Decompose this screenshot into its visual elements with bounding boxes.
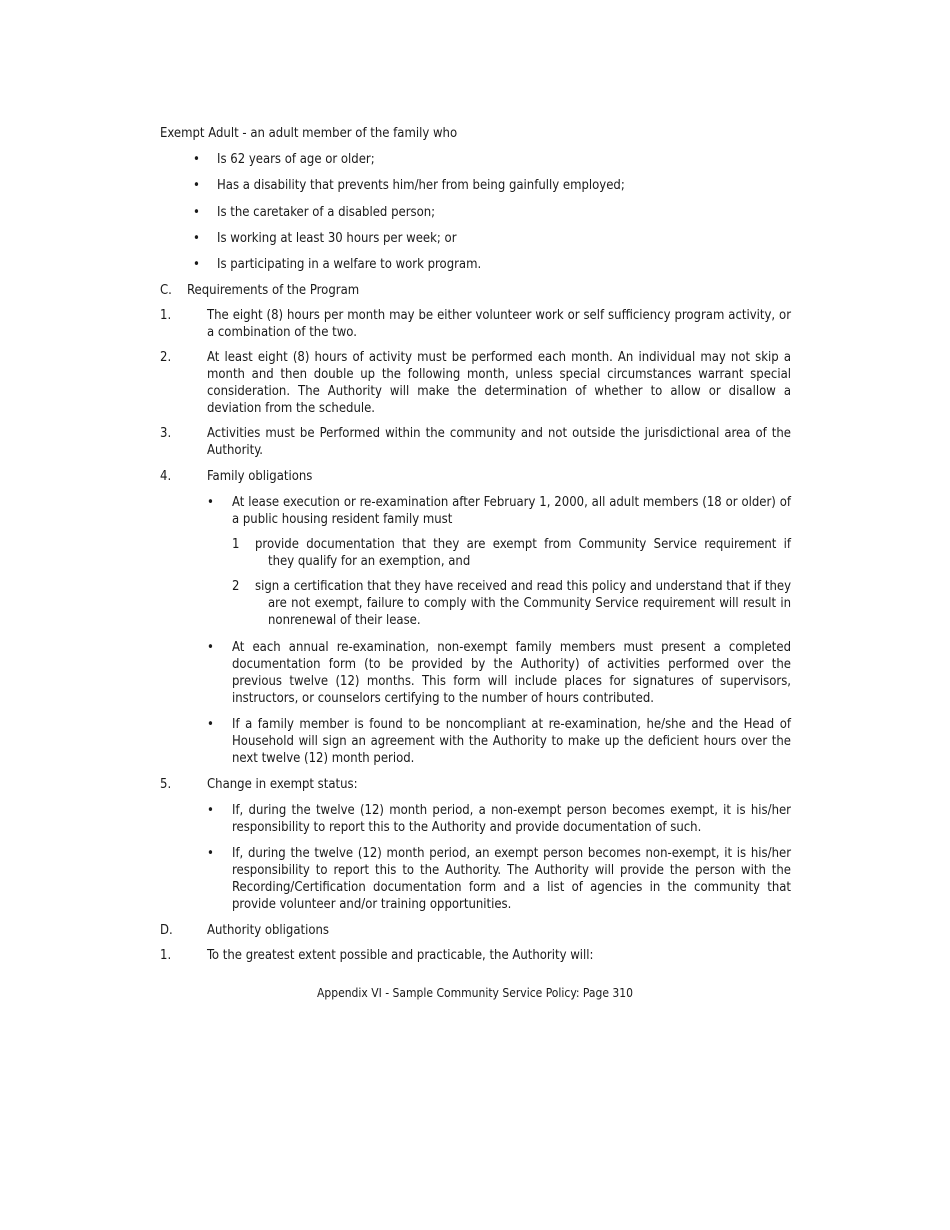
exempt-status-change: If, during the twelve (12) month period, a non-exempt person becomes exempt, it is his/her responsibility to report this to the Authority and provide documentation of such.: [232, 803, 791, 835]
item-text: Family obligations: [207, 469, 313, 484]
item-number: 5.: [160, 777, 172, 792]
exempt-criterion: Is working at least 30 hours per week; or: [217, 231, 457, 246]
bullet-icon: •: [193, 205, 200, 220]
family-obligation: If a family member is found to be noncompliant at re-examination, he/she and the Head of Household will sign an agreement with the Authority to make up the deficient hours over the next twelve (12) month period.: [232, 717, 791, 766]
exempt-criterion: Is participating in a welfare to work program.: [217, 257, 482, 272]
sub-item-continuation: they qualify for an exemption, and: [268, 554, 471, 569]
bullet-icon: •: [193, 231, 200, 246]
sub-item-line: provide documentation that they are exempt from Community Service requirement if: [255, 537, 791, 552]
page-footer: Appendix VI - Sample Community Service Policy: Page 310: [316, 986, 634, 1000]
bullet-icon: •: [207, 640, 214, 655]
bullet-icon: •: [193, 178, 200, 193]
sub-item-text: [255, 536, 791, 570]
bullet-icon: •: [207, 717, 214, 732]
section-title: Authority obligations: [207, 923, 330, 938]
item-number: 2.: [160, 350, 172, 365]
item-number: 1.: [160, 308, 172, 323]
item-number: 1.: [160, 948, 172, 963]
sub-item-text: [255, 578, 791, 629]
section-letter: C.: [160, 283, 172, 298]
family-obligation: At each annual re-examination, non-exempt family members must present a completed documentation form (to be provided by the Authority) of activities performed over the previous twelve (12) months. This form will include places for signatures of supervisors, instructors, or counselors certifying to the number of hours contributed.: [232, 640, 791, 706]
bullet-icon: •: [193, 257, 200, 272]
item-text: Change in exempt status:: [207, 777, 358, 792]
sub-item-line: sign a certification that they have received and read this policy and understand that if they: [255, 579, 791, 594]
section-letter: D.: [160, 923, 173, 938]
section-title: Requirements of the Program: [187, 283, 360, 298]
exempt-status-change: If, during the twelve (12) month period, an exempt person becomes non-exempt, it is his/her responsibility to report this to the Authority. The Authority will provide the person with the Recording/Certification documentation form and a list of agencies in the community that provide volunteer and/or training opportunities.: [232, 846, 791, 912]
exempt-adult-heading: Exempt Adult - an adult member of the family who: [160, 126, 458, 141]
exempt-criterion: Has a disability that prevents him/her from being gainfully employed;: [217, 178, 625, 193]
exempt-criterion: Is 62 years of age or older;: [217, 152, 375, 167]
bullet-icon: •: [207, 495, 214, 510]
exempt-criterion: Is the caretaker of a disabled person;: [217, 205, 436, 220]
item-number: 3.: [160, 426, 172, 441]
sub-item-continuation: are not exempt, failure to comply with the Community Service requirement will result in nonrenewal of their lease.: [268, 596, 791, 628]
sub-item-number: 1: [232, 537, 240, 552]
sub-item-number: 2: [232, 579, 240, 594]
bullet-icon: •: [207, 803, 214, 818]
item-text: The eight (8) hours per month may be either volunteer work or self sufficiency program activity, or a combination of the two.: [207, 308, 791, 340]
item-text: Activities must be Performed within the community and not outside the jurisdictional area of the Authority.: [207, 426, 791, 458]
item-text: At least eight (8) hours of activity must be performed each month. An individual may not skip a month and then double up the following month, unless special circumstances warrant special consideration. The Authority will make the determination of whether to allow or disallow a deviation from the schedule.: [207, 350, 791, 416]
bullet-icon: •: [207, 846, 214, 861]
item-text: To the greatest extent possible and practicable, the Authority will:: [207, 948, 594, 963]
item-number: 4.: [160, 469, 172, 484]
family-obligation: At lease execution or re-examination after February 1, 2000, all adult members (18 or older) of a public housing resident family must: [232, 495, 791, 527]
bullet-icon: •: [193, 152, 200, 167]
